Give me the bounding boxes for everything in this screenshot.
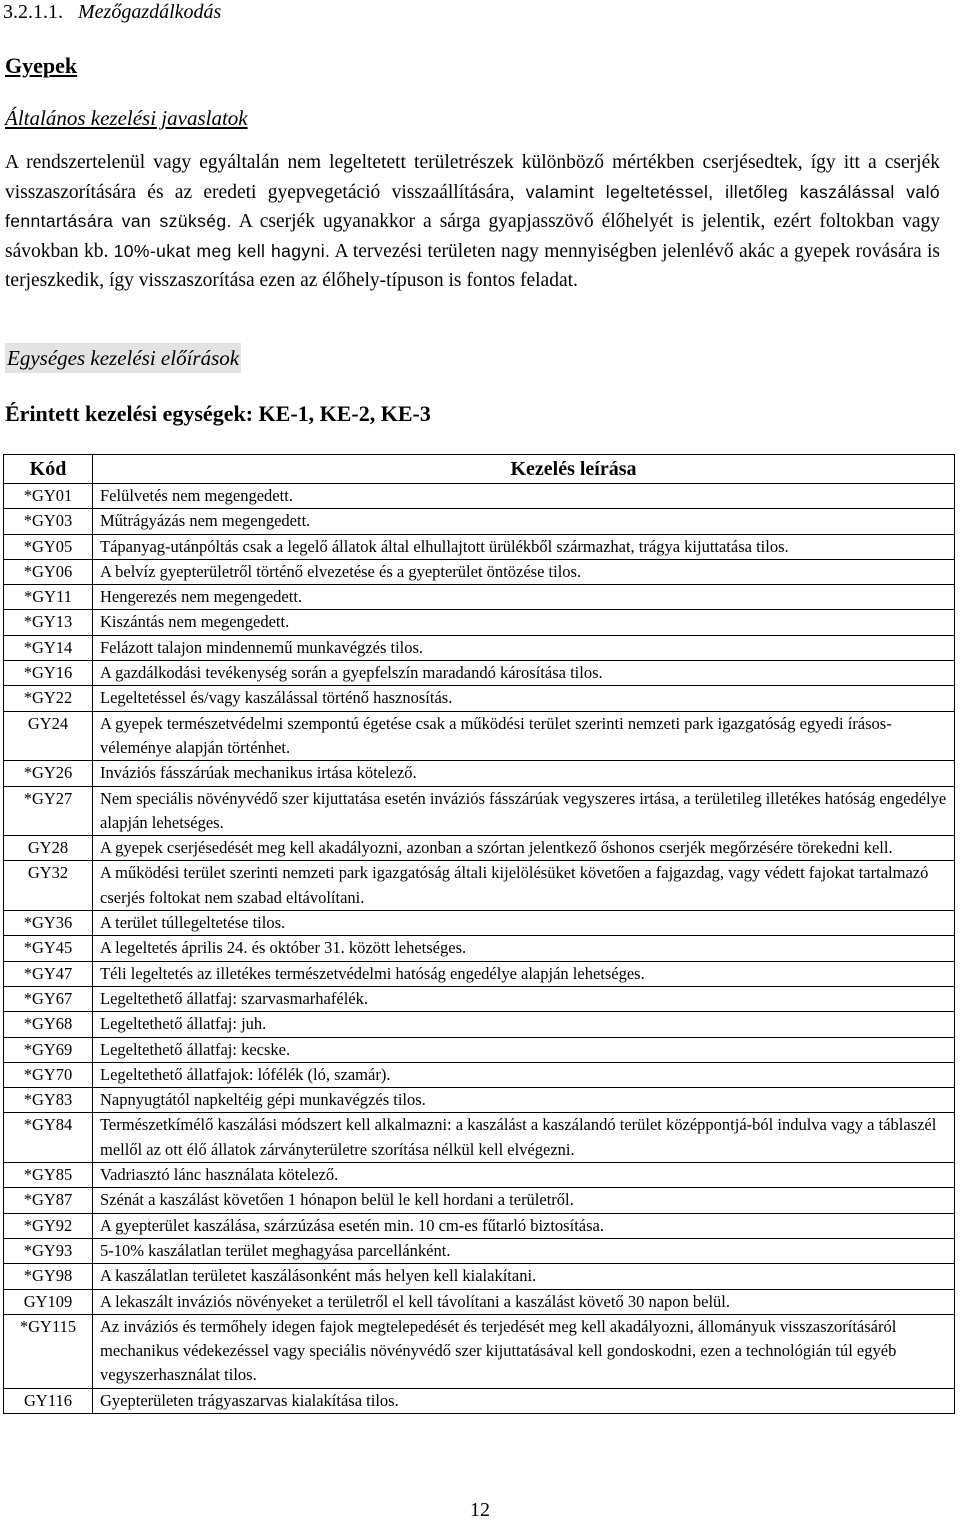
table-row (4, 836, 955, 861)
row-description: Természetkímélő kaszálási módszert kell alkalmazni: a kaszálást a kaszálandó terület középpontjá-ból indulva vagy a táblaszél mellől az ott élő állatok zárványterületre szorítása nélkül kell elvégezni. (93, 1113, 955, 1163)
row-description: Felázott talajon mindennemű munkavégzés tilos. (93, 635, 955, 660)
row-code: *GY92 (4, 1213, 93, 1238)
row-code: *GY68 (4, 1012, 93, 1037)
row-code: *GY70 (4, 1062, 93, 1087)
paragraph-part-5: A tervezési területen nagy mennyiségben jelenlévő akác a gyepek rovására is terjeszkedik, így visszaszorítása ezen az élőhely-típuson is fontos feladat. (5, 240, 940, 291)
management-units-heading: Érintett kezelési egységek: KE-1, KE-2, KE-3 (5, 401, 431, 426)
row-description: A gyepek természetvédelmi szempontú égetése csak a működési terület szerinti nemzeti park igazgatóság egyedi írásos-véleménye alapján történhet. (93, 711, 955, 761)
row-code: *GY85 (4, 1163, 93, 1188)
row-description: Legeltethető állatfaj: juh. (93, 1012, 955, 1037)
row-description: Műtrágyázás nem megengedett. (93, 509, 955, 534)
table-row (4, 1012, 955, 1037)
table-row (4, 711, 955, 761)
row-description: A kaszálatlan területet kaszálásonként más helyen kell kialakítani. (93, 1264, 955, 1289)
row-code: *GY87 (4, 1188, 93, 1213)
paragraph-part-4: 10%-ukat meg kell hagyni. (113, 240, 331, 261)
row-code: *GY98 (4, 1264, 93, 1289)
row-code: GY32 (4, 861, 93, 911)
table-row (4, 1314, 955, 1388)
table-row (4, 761, 955, 786)
section-number: 3.2.1.1. (3, 1, 63, 23)
paragraph-part-2: valamint legeltetéssel, illetőleg kaszálással való fenntartására van szükség. (5, 181, 940, 231)
row-code: *GY115 (4, 1314, 93, 1388)
row-code: *GY26 (4, 761, 93, 786)
row-code: GY116 (4, 1388, 93, 1413)
row-description: Téli legeltetés az illetékes természetvédelmi hatóság engedélye alapján lehetséges. (93, 961, 955, 986)
table-row (4, 1264, 955, 1289)
table-row (4, 509, 955, 534)
table-row (4, 986, 955, 1011)
row-code: *GY06 (4, 559, 93, 584)
table-row (4, 1088, 955, 1113)
row-code: *GY69 (4, 1037, 93, 1062)
gyepek-heading: Gyepek (5, 53, 78, 78)
row-code: *GY36 (4, 911, 93, 936)
row-code: *GY47 (4, 961, 93, 986)
row-description: Legeltethető állatfaj: kecske. (93, 1037, 955, 1062)
row-code: GY24 (4, 711, 93, 761)
table-row (4, 661, 955, 686)
header-description: Kezelés leírása (93, 455, 955, 484)
row-description: A terület túllegeltetése tilos. (93, 911, 955, 936)
table-row (4, 1388, 955, 1413)
table-row (4, 786, 955, 836)
table-row (4, 686, 955, 711)
row-description: Hengerezés nem megengedett. (93, 585, 955, 610)
table-row (4, 1062, 955, 1087)
table-body (4, 484, 955, 1414)
row-description: A belvíz gyepterületről történő elvezetése és a gyepterület öntözése tilos. (93, 559, 955, 584)
row-description: Az inváziós és termőhely idegen fajok megtelepedését és terjedését meg kell akadályozni, állományuk visszaszorításáról mechanikus védekezéssel vagy speciális növényvédő szer kijuttatásával kell gondoskodni, ezen a technológián túl egyéb vegyszerhasználat tilos. (93, 1314, 955, 1388)
row-description: Legeltethető állatfajok: lófélék (ló, szamár). (93, 1062, 955, 1087)
row-description: A lekaszált inváziós növényeket a területről el kell távolítani a kaszálást követő 30 napon belül. (93, 1289, 955, 1314)
section-title: Mezőgazdálkodás (78, 1, 222, 23)
row-description: A legeltetés április 24. és október 31. között lehetséges. (93, 936, 955, 961)
general-recommendations-heading: Általános kezelési javaslatok (5, 106, 248, 130)
row-code: *GY13 (4, 610, 93, 635)
table-row (4, 610, 955, 635)
table-row (4, 585, 955, 610)
table-row (4, 1037, 955, 1062)
row-code: GY109 (4, 1289, 93, 1314)
table-row (4, 961, 955, 986)
intro-paragraph (5, 148, 940, 296)
row-code: *GY16 (4, 661, 93, 686)
header-code: Kód (4, 455, 93, 484)
uniform-rules-heading: Egységes kezelési előírások (5, 343, 241, 373)
row-code: *GY22 (4, 686, 93, 711)
row-description: Tápanyag-utánpóltás csak a legelő állatok által elhullajtott ürülékből származhat, trágya kijuttatása tilos. (93, 534, 955, 559)
row-code: *GY05 (4, 534, 93, 559)
table-row (4, 1289, 955, 1314)
table-row (4, 559, 955, 584)
row-code: *GY14 (4, 635, 93, 660)
row-description: 5-10% kaszálatlan terület meghagyása parcellánként. (93, 1238, 955, 1263)
table-row (4, 635, 955, 660)
table-row (4, 1163, 955, 1188)
row-description: A gazdálkodási tevékenység során a gyepfelszín maradandó károsítása tilos. (93, 661, 955, 686)
paragraph-part-1: A rendszertelenül vagy egyáltalán nem legeltetett területrészek különböző mértékben cserjésedtek, így itt a cserjék visszaszorítására és az eredeti gyepvegetáció visszaállítására, (5, 152, 940, 203)
table-row (4, 936, 955, 961)
row-description: Szénát a kaszálást követően 1 hónapon belül le kell hordani a területről. (93, 1188, 955, 1213)
row-description: Legeltethető állatfaj: szarvasmarhafélék. (93, 986, 955, 1011)
row-description: Inváziós fásszárúak mechanikus irtása kötelező. (93, 761, 955, 786)
table-row (4, 484, 955, 509)
table-row (4, 1113, 955, 1163)
row-description: A gyepterület kaszálása, szárzúzása esetén min. 10 cm-es fűtarló biztosítása. (93, 1213, 955, 1238)
row-description: Vadriasztó lánc használata kötelező. (93, 1163, 955, 1188)
row-code: *GY27 (4, 786, 93, 836)
row-code: *GY83 (4, 1088, 93, 1113)
row-code: *GY11 (4, 585, 93, 610)
row-description: Gyepterületen trágyaszarvas kialakítása tilos. (93, 1388, 955, 1413)
table-row (4, 861, 955, 911)
table-row (4, 534, 955, 559)
table-row (4, 911, 955, 936)
row-code: *GY03 (4, 509, 93, 534)
row-description: Nem speciális növényvédő szer kijuttatása esetén inváziós fásszárúak vegyszeres irtása, a területileg illetékes hatóság engedélye alapján lehetséges. (93, 786, 955, 836)
row-code: *GY01 (4, 484, 93, 509)
section-heading (3, 0, 221, 24)
row-description: Felülvetés nem megengedett. (93, 484, 955, 509)
paragraph-part-3: A cserjék ugyanakkor a sárga gyapjasszövő élőhelyét is jelentik, ezért foltokban vagy sávokban kb. (5, 211, 940, 262)
row-description: Napnyugtától napkeltéig gépi munkavégzés tilos. (93, 1088, 955, 1113)
row-code: *GY84 (4, 1113, 93, 1163)
table-row (4, 1213, 955, 1238)
row-code: *GY45 (4, 936, 93, 961)
table-header-row (4, 455, 955, 484)
row-description: Legeltetéssel és/vagy kaszálással történő hasznosítás. (93, 686, 955, 711)
table-row (4, 1238, 955, 1263)
row-description: A gyepek cserjésedését meg kell akadályozni, azonban a szórtan jelentkező őshonos cserjék megőrzésére törekedni kell. (93, 836, 955, 861)
treatment-codes-table (3, 454, 955, 1414)
row-code: GY28 (4, 836, 93, 861)
row-description: A működési terület szerinti nemzeti park igazgatóság általi kijelölésüket követően a fajgazdag, vagy védett fajokat tartalmazó cserjés foltokat nem szabad eltávolítani. (93, 861, 955, 911)
row-code: *GY67 (4, 986, 93, 1011)
row-code: *GY93 (4, 1238, 93, 1263)
row-description: Kiszántás nem megengedett. (93, 610, 955, 635)
table-row (4, 1188, 955, 1213)
page-number: 12 (470, 1499, 490, 1521)
